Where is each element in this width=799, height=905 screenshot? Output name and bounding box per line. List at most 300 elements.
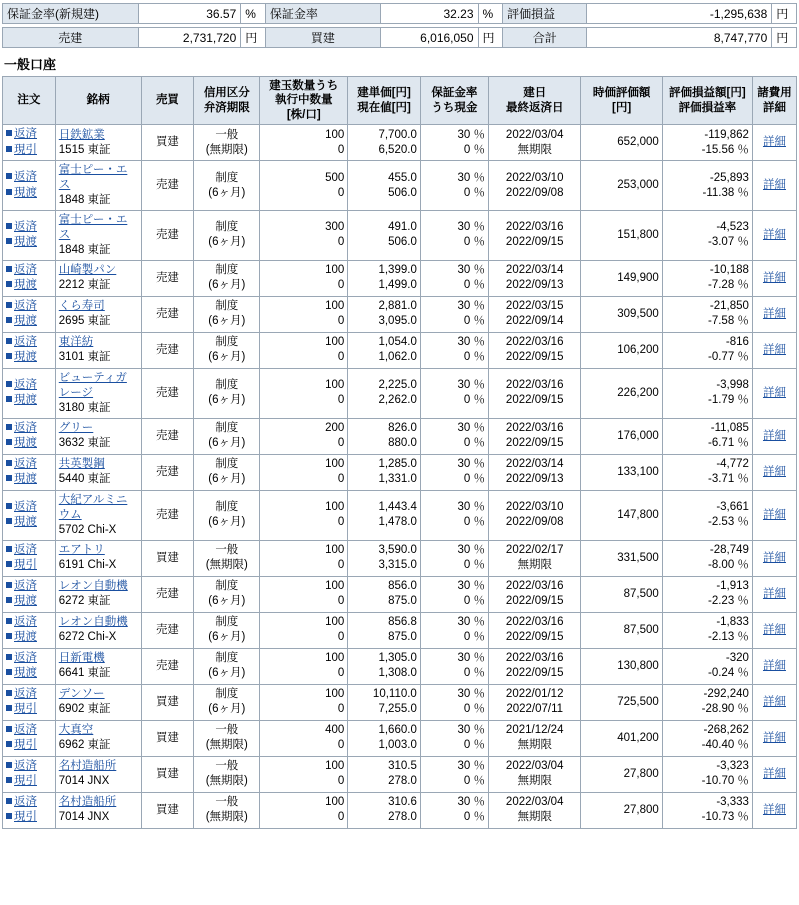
detail-link[interactable]: 詳細 xyxy=(762,551,786,564)
short-position-label: 売建 xyxy=(3,28,139,48)
close-position-link[interactable]: 返済 xyxy=(6,579,52,595)
th-margin-rate: 保証金率 うち現金 xyxy=(420,77,488,125)
credit-type-cell: 制度 (6ヶ月) xyxy=(194,418,260,454)
detail-link[interactable]: 詳細 xyxy=(762,179,786,192)
deliver-link[interactable]: 現渡 xyxy=(6,393,52,409)
margin-rate-cell: 30 ％ 0 ％ xyxy=(420,720,488,756)
margin-rate-cell: 30 ％ 0 ％ xyxy=(420,454,488,490)
stock-name-cell xyxy=(55,612,141,648)
order-actions-cell xyxy=(3,612,56,648)
trade-side: 買建 xyxy=(141,125,194,161)
market-value-cell: 87,500 xyxy=(581,576,662,612)
stock-code: 3632 東証 xyxy=(58,437,111,450)
trade-side: 買建 xyxy=(141,756,194,792)
deliver-link[interactable]: 現渡 xyxy=(6,630,52,646)
order-actions-cell xyxy=(3,368,56,418)
credit-type-cell: 制度 (6ヶ月) xyxy=(194,210,260,260)
price-cell: 856.0 875.0 xyxy=(348,576,421,612)
long-position-label: 買建 xyxy=(265,28,380,48)
stock-name-link[interactable]: デンソー xyxy=(58,688,105,701)
table-row xyxy=(3,792,797,828)
date-cell: 2022/03/04 無期限 xyxy=(489,756,581,792)
margin-rate-cell: 30 ％ 0 ％ xyxy=(420,490,488,540)
stock-name-link[interactable]: レオン自動機 xyxy=(58,616,128,629)
close-position-link[interactable]: 返済 xyxy=(6,500,52,516)
trade-side: 売建 xyxy=(141,576,194,612)
market-value-cell: 147,800 xyxy=(581,490,662,540)
close-position-link[interactable]: 返済 xyxy=(6,127,52,143)
bullet-square-icon xyxy=(6,146,12,152)
detail-link[interactable]: 詳細 xyxy=(762,731,786,744)
quantity-cell: 100 0 xyxy=(260,490,348,540)
detail-link[interactable]: 詳細 xyxy=(762,659,786,672)
date-cell: 2022/03/15 2022/09/14 xyxy=(489,296,581,332)
profit-loss-cell: -1,913 -2.23 ％ xyxy=(662,576,752,612)
short-position-value: 2,731,720 xyxy=(138,28,241,48)
detail-cell xyxy=(752,161,796,211)
detail-link[interactable]: 詳細 xyxy=(762,429,786,442)
stock-code: 6641 東証 xyxy=(58,667,111,680)
bullet-square-icon xyxy=(6,266,12,272)
quantity-cell: 500 0 xyxy=(260,161,348,211)
detail-cell xyxy=(752,332,796,368)
bullet-square-icon xyxy=(6,173,12,179)
price-cell: 1,660.0 1,003.0 xyxy=(348,720,421,756)
margin-rate-cell: 30 ％ 0 ％ xyxy=(420,792,488,828)
close-position-link[interactable]: 返済 xyxy=(6,651,52,667)
order-actions-cell xyxy=(3,792,56,828)
table-row xyxy=(3,454,797,490)
credit-type-cell: 一般 (無期限) xyxy=(194,756,260,792)
trade-side: 売建 xyxy=(141,612,194,648)
receive-link[interactable]: 現引 xyxy=(6,774,52,790)
bullet-square-icon xyxy=(6,518,12,524)
table-row xyxy=(3,540,797,576)
market-value-cell: 226,200 xyxy=(581,368,662,418)
stock-name-cell xyxy=(55,648,141,684)
stock-name-link[interactable]: くら寿司 xyxy=(58,300,105,313)
credit-type-cell: 制度 (6ヶ月) xyxy=(194,368,260,418)
market-value-cell: 87,500 xyxy=(581,612,662,648)
close-position-link[interactable]: 返済 xyxy=(6,421,52,437)
close-position-link[interactable]: 返済 xyxy=(6,615,52,631)
order-actions-cell xyxy=(3,576,56,612)
close-position-link[interactable]: 返済 xyxy=(6,170,52,186)
detail-link[interactable]: 詳細 xyxy=(762,767,786,780)
order-actions-cell xyxy=(3,684,56,720)
stock-code: 1848 東証 xyxy=(58,194,111,207)
bullet-square-icon xyxy=(6,690,12,696)
section-title-general-account: 一般口座 xyxy=(4,57,57,72)
trade-side: 売建 xyxy=(141,210,194,260)
close-position-link[interactable]: 返済 xyxy=(6,299,52,315)
stock-name-cell xyxy=(55,490,141,540)
market-value-cell: 725,500 xyxy=(581,684,662,720)
bullet-square-icon xyxy=(6,726,12,732)
deliver-link[interactable]: 現渡 xyxy=(6,436,52,452)
receive-link[interactable]: 現引 xyxy=(6,558,52,574)
margin-rate-new-value: 36.57 xyxy=(138,4,241,24)
detail-cell xyxy=(752,418,796,454)
stock-name-link[interactable]: エアトリ xyxy=(58,544,105,557)
market-value-cell: 151,800 xyxy=(581,210,662,260)
stock-code: 6962 東証 xyxy=(58,739,111,752)
long-position-value: 6,016,050 xyxy=(380,28,478,48)
profit-loss-cell: -21,850 -7.58 ％ xyxy=(662,296,752,332)
close-position-link[interactable]: 返済 xyxy=(6,795,52,811)
deliver-link[interactable]: 現渡 xyxy=(6,666,52,682)
deliver-link[interactable]: 現渡 xyxy=(6,472,52,488)
positions-header-row xyxy=(3,77,797,125)
credit-type-cell: 制度 (6ヶ月) xyxy=(194,576,260,612)
bullet-square-icon xyxy=(6,130,12,136)
price-cell: 856.8 875.0 xyxy=(348,612,421,648)
close-position-link[interactable]: 返済 xyxy=(6,723,52,739)
credit-type-cell: 制度 (6ヶ月) xyxy=(194,612,260,648)
credit-type-cell: 制度 (6ヶ月) xyxy=(194,332,260,368)
bullet-square-icon xyxy=(6,582,12,588)
stock-code: 2695 東証 xyxy=(58,315,111,328)
summary-row-2 xyxy=(3,28,797,48)
date-cell: 2022/03/16 2022/09/15 xyxy=(489,648,581,684)
credit-type-cell: 制度 (6ヶ月) xyxy=(194,260,260,296)
date-cell: 2022/03/16 2022/09/15 xyxy=(489,332,581,368)
quantity-cell: 100 0 xyxy=(260,296,348,332)
stock-code: 3180 東証 xyxy=(58,401,111,414)
receive-link[interactable]: 現引 xyxy=(6,143,52,159)
stock-name-link[interactable]: レオン自動機 xyxy=(58,580,128,593)
order-actions-cell xyxy=(3,648,56,684)
th-pl: 評価損益額[円] 評価損益率 xyxy=(662,77,752,125)
margin-rate-cell: 30 ％ 0 ％ xyxy=(420,684,488,720)
detail-cell xyxy=(752,125,796,161)
credit-type-cell: 制度 (6ヶ月) xyxy=(194,490,260,540)
positions-table xyxy=(2,76,797,829)
credit-type-cell: 制度 (6ヶ月) xyxy=(194,296,260,332)
margin-rate-cell: 30 ％ 0 ％ xyxy=(420,210,488,260)
market-value-cell: 149,900 xyxy=(581,260,662,296)
bullet-square-icon xyxy=(6,439,12,445)
receive-link[interactable]: 現引 xyxy=(6,702,52,718)
close-position-link[interactable]: 返済 xyxy=(6,759,52,775)
deliver-link[interactable]: 現渡 xyxy=(6,350,52,366)
date-cell: 2021/12/24 無期限 xyxy=(489,720,581,756)
stock-name-link[interactable]: グリー xyxy=(58,422,94,435)
summary-table-row2 xyxy=(2,27,797,48)
detail-link[interactable]: 詳細 xyxy=(762,623,786,636)
stock-name-cell xyxy=(55,260,141,296)
th-date: 建日 最終返済日 xyxy=(489,77,581,125)
detail-link[interactable]: 詳細 xyxy=(762,228,786,241)
stock-name-link[interactable]: 山崎製パン xyxy=(58,264,117,277)
close-position-link[interactable]: 返済 xyxy=(6,378,52,394)
margin-rate-cell: 30 ％ 0 ％ xyxy=(420,418,488,454)
detail-link[interactable]: 詳細 xyxy=(762,803,786,816)
profit-loss-cell: -320 -0.24 ％ xyxy=(662,648,752,684)
stock-name-cell xyxy=(55,332,141,368)
deliver-link[interactable]: 現渡 xyxy=(6,594,52,610)
trade-side: 買建 xyxy=(141,792,194,828)
price-cell: 3,590.0 3,315.0 xyxy=(348,540,421,576)
table-row xyxy=(3,368,797,418)
profit-loss-cell: -268,262 -40.40 ％ xyxy=(662,720,752,756)
price-cell: 826.0 880.0 xyxy=(348,418,421,454)
detail-link[interactable]: 詳細 xyxy=(762,136,786,149)
margin-rate-new-label: 保証金率(新規建) xyxy=(3,4,139,24)
trade-side: 売建 xyxy=(141,368,194,418)
detail-cell xyxy=(752,490,796,540)
stock-name-link[interactable]: 共英製鋼 xyxy=(58,458,105,471)
quantity-cell: 100 0 xyxy=(260,612,348,648)
margin-rate-new-unit: % xyxy=(241,4,266,24)
stock-code: 1515 東証 xyxy=(58,143,111,156)
quantity-cell: 100 0 xyxy=(260,648,348,684)
trade-side: 売建 xyxy=(141,490,194,540)
table-row xyxy=(3,210,797,260)
margin-rate-cell: 30 ％ 0 ％ xyxy=(420,576,488,612)
detail-link[interactable]: 詳細 xyxy=(762,386,786,399)
order-actions-cell xyxy=(3,540,56,576)
bullet-square-icon xyxy=(6,424,12,430)
bullet-square-icon xyxy=(6,381,12,387)
profit-loss-cell: -292,240 -28.90 ％ xyxy=(662,684,752,720)
bullet-square-icon xyxy=(6,353,12,359)
profit-loss-cell: -3,333 -10.73 ％ xyxy=(662,792,752,828)
bullet-square-icon xyxy=(6,654,12,660)
receive-link[interactable]: 現引 xyxy=(6,738,52,754)
detail-cell xyxy=(752,792,796,828)
deliver-link[interactable]: 現渡 xyxy=(6,314,52,330)
bullet-square-icon xyxy=(6,669,12,675)
stock-code: 3101 東証 xyxy=(58,351,111,364)
market-value-cell: 309,500 xyxy=(581,296,662,332)
credit-type-cell: 一般 (無期限) xyxy=(194,720,260,756)
close-position-link[interactable]: 返済 xyxy=(6,220,52,236)
date-cell: 2022/03/10 2022/09/08 xyxy=(489,490,581,540)
th-order: 注文 xyxy=(3,77,56,125)
th-quantity: 建玉数量うち 執行中数量 [株/口] xyxy=(260,77,348,125)
detail-link[interactable]: 詳細 xyxy=(762,587,786,600)
stock-code: 6272 東証 xyxy=(58,595,111,608)
detail-link[interactable]: 詳細 xyxy=(762,508,786,521)
detail-link[interactable]: 詳細 xyxy=(762,695,786,708)
bullet-square-icon xyxy=(6,396,12,402)
stock-name-cell xyxy=(55,161,141,211)
price-cell: 2,881.0 3,095.0 xyxy=(348,296,421,332)
margin-rate-cell: 30 ％ 0 ％ xyxy=(420,540,488,576)
date-cell: 2022/03/04 無期限 xyxy=(489,125,581,161)
stock-code: 5440 東証 xyxy=(58,473,111,486)
market-value-cell: 652,000 xyxy=(581,125,662,161)
profit-loss-cell: -1,833 -2.13 ％ xyxy=(662,612,752,648)
price-cell: 10,110.0 7,255.0 xyxy=(348,684,421,720)
table-row xyxy=(3,161,797,211)
detail-link[interactable]: 詳細 xyxy=(762,271,786,284)
stock-name-link[interactable]: 富士ピー・エス xyxy=(58,164,128,192)
quantity-cell: 100 0 xyxy=(260,454,348,490)
order-actions-cell xyxy=(3,720,56,756)
order-actions-cell xyxy=(3,756,56,792)
stock-code: 6902 東証 xyxy=(58,703,111,716)
quantity-cell: 100 0 xyxy=(260,576,348,612)
stock-name-link[interactable]: 大真空 xyxy=(58,724,94,737)
margin-rate-unit: % xyxy=(478,4,503,24)
detail-link[interactable]: 詳細 xyxy=(762,465,786,478)
margin-rate-value: 32.23 xyxy=(380,4,478,24)
deliver-link[interactable]: 現渡 xyxy=(6,278,52,294)
order-actions-cell xyxy=(3,490,56,540)
table-row xyxy=(3,756,797,792)
order-actions-cell xyxy=(3,296,56,332)
margin-rate-cell: 30 ％ 0 ％ xyxy=(420,368,488,418)
th-detail: 諸費用 詳細 xyxy=(752,77,796,125)
bullet-square-icon xyxy=(6,741,12,747)
quantity-cell: 400 0 xyxy=(260,720,348,756)
stock-code: 1848 東証 xyxy=(58,243,111,256)
detail-link[interactable]: 詳細 xyxy=(762,343,786,356)
price-cell: 1,285.0 1,331.0 xyxy=(348,454,421,490)
profit-loss-cell: -28,749 -8.00 ％ xyxy=(662,540,752,576)
summary-row-1 xyxy=(3,4,797,24)
quantity-cell: 100 0 xyxy=(260,756,348,792)
trade-side: 買建 xyxy=(141,720,194,756)
stock-name-cell xyxy=(55,756,141,792)
table-row xyxy=(3,332,797,368)
trade-side: 売建 xyxy=(141,260,194,296)
date-cell: 2022/03/10 2022/09/08 xyxy=(489,161,581,211)
trade-side: 売建 xyxy=(141,648,194,684)
order-actions-cell xyxy=(3,260,56,296)
profit-loss-cell: -3,998 -1.79 ％ xyxy=(662,368,752,418)
detail-cell xyxy=(752,260,796,296)
deliver-link[interactable]: 現渡 xyxy=(6,186,52,202)
summary-panel xyxy=(0,0,799,48)
credit-type-cell: 制度 (6ヶ月) xyxy=(194,454,260,490)
positions-body xyxy=(3,125,797,829)
margin-rate-cell: 30 ％ 0 ％ xyxy=(420,296,488,332)
order-actions-cell xyxy=(3,418,56,454)
stock-name-link[interactable]: ビューティガレージ xyxy=(58,371,127,399)
date-cell: 2022/02/17 無期限 xyxy=(489,540,581,576)
credit-type-cell: 一般 (無期限) xyxy=(194,792,260,828)
price-cell: 1,305.0 1,308.0 xyxy=(348,648,421,684)
stock-name-link[interactable]: 東洋紡 xyxy=(58,336,94,349)
stock-name-link[interactable]: 名村造船所 xyxy=(58,796,117,809)
detail-cell xyxy=(752,612,796,648)
date-cell: 2022/03/16 2022/09/15 xyxy=(489,210,581,260)
stock-name-cell xyxy=(55,792,141,828)
stock-code: 6191 Chi-X xyxy=(58,559,117,572)
deliver-link[interactable]: 現渡 xyxy=(6,235,52,251)
trade-side: 買建 xyxy=(141,540,194,576)
stock-name-link[interactable]: 富士ピー・エス xyxy=(58,213,128,241)
bullet-square-icon xyxy=(6,475,12,481)
total-value: 8,747,770 xyxy=(587,28,772,48)
profit-loss-cell: -3,661 -2.53 ％ xyxy=(662,490,752,540)
bullet-square-icon xyxy=(6,223,12,229)
margin-rate-cell: 30 ％ 0 ％ xyxy=(420,332,488,368)
quantity-cell: 100 0 xyxy=(260,260,348,296)
detail-cell xyxy=(752,684,796,720)
stock-name-link[interactable]: 名村造船所 xyxy=(58,760,117,773)
market-value-cell: 27,800 xyxy=(581,756,662,792)
date-cell: 2022/03/16 2022/09/15 xyxy=(489,576,581,612)
stock-name-cell xyxy=(55,720,141,756)
stock-name-link[interactable]: 大紀アルミニウム xyxy=(58,493,128,521)
detail-link[interactable]: 詳細 xyxy=(762,307,786,320)
table-row xyxy=(3,260,797,296)
market-value-cell: 176,000 xyxy=(581,418,662,454)
profit-loss-cell: -4,772 -3.71 ％ xyxy=(662,454,752,490)
margin-rate-label: 保証金率 xyxy=(265,4,380,24)
profit-loss-cell: -119,862 -15.56 ％ xyxy=(662,125,752,161)
close-position-link[interactable]: 返済 xyxy=(6,457,52,473)
detail-cell xyxy=(752,454,796,490)
order-actions-cell xyxy=(3,332,56,368)
deliver-link[interactable]: 現渡 xyxy=(6,515,52,531)
table-row xyxy=(3,296,797,332)
close-position-link[interactable]: 返済 xyxy=(6,543,52,559)
close-position-link[interactable]: 返済 xyxy=(6,263,52,279)
quantity-cell: 100 0 xyxy=(260,125,348,161)
th-credit: 信用区分 弁済期限 xyxy=(194,77,260,125)
price-cell: 7,700.0 6,520.0 xyxy=(348,125,421,161)
order-actions-cell xyxy=(3,161,56,211)
valuation-pl-unit: 円 xyxy=(772,4,797,24)
market-value-cell: 401,200 xyxy=(581,720,662,756)
bullet-square-icon xyxy=(6,633,12,639)
trade-side: 売建 xyxy=(141,161,194,211)
bullet-square-icon xyxy=(6,281,12,287)
detail-cell xyxy=(752,296,796,332)
quantity-cell: 100 0 xyxy=(260,792,348,828)
stock-name-cell xyxy=(55,210,141,260)
margin-rate-cell: 30 ％ 0 ％ xyxy=(420,161,488,211)
trade-side: 売建 xyxy=(141,332,194,368)
table-row xyxy=(3,490,797,540)
stock-code: 2212 東証 xyxy=(58,279,111,292)
margin-rate-cell: 30 ％ 0 ％ xyxy=(420,612,488,648)
stock-name-cell xyxy=(55,576,141,612)
short-position-unit: 円 xyxy=(241,28,266,48)
stock-name-link[interactable]: 日鉄鉱業 xyxy=(58,128,105,141)
credit-type-cell: 一般 (無期限) xyxy=(194,125,260,161)
credit-type-cell: 一般 (無期限) xyxy=(194,540,260,576)
stock-code: 6272 Chi-X xyxy=(58,631,117,644)
table-row xyxy=(3,684,797,720)
bullet-square-icon xyxy=(6,798,12,804)
stock-code: 5702 Chi-X xyxy=(58,523,117,536)
trade-side: 売建 xyxy=(141,418,194,454)
market-value-cell: 133,100 xyxy=(581,454,662,490)
bullet-square-icon xyxy=(6,460,12,466)
date-cell: 2022/03/14 2022/09/13 xyxy=(489,260,581,296)
credit-type-cell: 制度 (6ヶ月) xyxy=(194,684,260,720)
detail-cell xyxy=(752,756,796,792)
close-position-link[interactable]: 返済 xyxy=(6,335,52,351)
stock-name-cell xyxy=(55,540,141,576)
market-value-cell: 331,500 xyxy=(581,540,662,576)
price-cell: 1,443.4 1,478.0 xyxy=(348,490,421,540)
order-actions-cell xyxy=(3,210,56,260)
bullet-square-icon xyxy=(6,317,12,323)
bullet-square-icon xyxy=(6,597,12,603)
bullet-square-icon xyxy=(6,338,12,344)
receive-link[interactable]: 現引 xyxy=(6,810,52,826)
th-market-value: 時価評価額 [円] xyxy=(581,77,662,125)
stock-name-link[interactable]: 日新電機 xyxy=(58,652,105,665)
close-position-link[interactable]: 返済 xyxy=(6,687,52,703)
